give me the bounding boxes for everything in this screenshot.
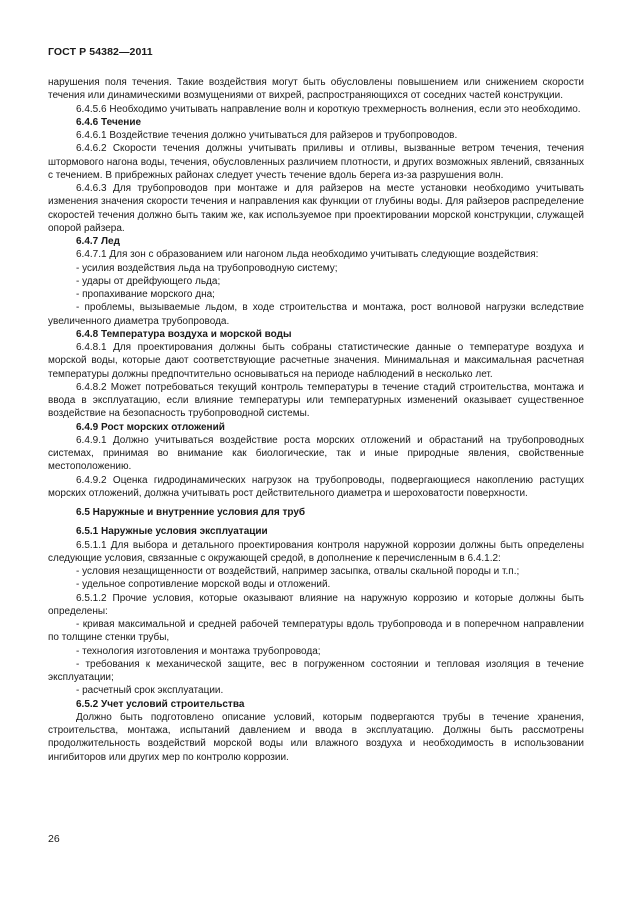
section-heading: 6.4.9 Рост морских отложений bbox=[76, 421, 225, 433]
paragraph: 6.5.1.1 Для выбора и детального проектирования контроля наружной коррозии должны быть определены следующие условия, связанные с окружающей средой, в дополнение к перечисленным в 6.4.1.2: bbox=[48, 539, 584, 564]
document-body bbox=[48, 76, 584, 764]
paragraph: 6.4.6.1 Воздействие течения должно учитываться для райзеров и трубопроводов. bbox=[76, 130, 458, 141]
page-number: 26 bbox=[48, 833, 60, 845]
paragraph: 6.4.6.3 Для трубопроводов при монтаже и для райзеров на месте установки необходимо учитывать изменения значения скорости течения и направления как функции от глубины воды. Для райзеров распределение скоростей течения должно быть таким же, как используемое при проектировании морской конструкции, служащей опорой райзера. bbox=[48, 183, 584, 234]
section-heading: 6.4.7 Лед bbox=[76, 236, 120, 247]
section-heading: 6.5.2 Учет условий строительства bbox=[76, 698, 245, 710]
list-item: - усилия воздействия льда на трубопроводную систему; bbox=[76, 262, 338, 274]
paragraph: 6.4.7.1 Для зон с образованием или нагоном льда необходимо учитывать следующие воздействия: bbox=[76, 249, 539, 261]
paragraph: Должно быть подготовлено описание условий, которым подвергаются трубы в течение хранения, строительства, монтажа, испытаний давлением и ввода в эксплуатацию. Должны быть рассмотрены продолжительность воздействий морской воды или влажного воздуха и необходимость в использовании ингибиторов или других мер по контролю коррозии. bbox=[48, 711, 584, 763]
list-item: - проблемы, вызываемые льдом, в ходе строительства и монтажа, рост волновой нагрузки вследствие увеличенного диаметра трубопровода. bbox=[48, 302, 584, 327]
paragraph: 6.4.5.6 Необходимо учитывать направление волн и короткую трехмерность волнения, если это необходимо. bbox=[76, 103, 581, 115]
section-heading: 6.4.6 Течение bbox=[76, 116, 142, 128]
paragraph: 6.5.1.2 Прочие условия, которые оказывают влияние на наружную коррозию и которые должны быть определены: bbox=[48, 592, 584, 617]
paragraph: 6.4.6.2 Скорости течения должны учитывать приливы и отливы, вызванные ветром течения, течения штормового нагона воды, течения, обусловленных различием плотности, и других возможных явлений, связанных с течением. В прибрежных районах следует учесть течение вдоль берега из-за разрушения волн. bbox=[48, 143, 584, 181]
section-heading: 6.5.1 Наружные условия эксплуатации bbox=[76, 526, 268, 538]
section-heading: 6.5 Наружные и внутренние условия для труб bbox=[76, 507, 306, 518]
list-item: - расчетный срок эксплуатации. bbox=[76, 685, 224, 697]
list-item: - условия незащищенности от воздействий, например засыпка, отвалы скальной породы и т.п.; bbox=[76, 566, 520, 577]
list-item: - удельное сопротивление морской воды и отложений. bbox=[76, 579, 331, 591]
list-item: - технология изготовления и монтажа трубопровода; bbox=[76, 645, 321, 657]
paragraph: 6.4.9.1 Должно учитываться воздействие роста морских отложений и обрастаний на трубопроводных системах, принимая во внимание как биологические, так и иные природные явления, свойственные местоположению. bbox=[48, 434, 584, 473]
paragraph: нарушения поля течения. Такие воздействия могут быть обусловлены повышением или снижением скорости течения или динамическими возмущениями от вихрей, распространяющихся от соседних частей конструкции. bbox=[48, 77, 584, 102]
list-item: - требования к механической защите, вес в погруженном состоянии и тепловая изоляция в течение эксплуатации; bbox=[48, 658, 584, 683]
list-item: - кривая максимальной и средней рабочей температуры вдоль трубопровода и в поперечном направлении по толщине стенки трубы, bbox=[48, 619, 584, 644]
paragraph: 6.4.9.2 Оценка гидродинамических нагрузок на трубопроводы, подвергающиеся накоплению растущих морских отложений, должна учитывать рост действительного диаметра и шероховатости поверхности. bbox=[48, 474, 584, 499]
list-item: - удары от дрейфующего льда; bbox=[76, 275, 221, 287]
document-header: ГОСТ Р 54382—2011 bbox=[48, 46, 153, 58]
paragraph: 6.4.8.2 Может потребоваться текущий контроль температуры в течение стадий строительства, монтажа и ввода в эксплуатацию, если влияние температуры или температурных изменений оказывает существенное воздействие на безопасность трубопроводной системы. bbox=[48, 381, 584, 420]
list-item: - пропахивание морского дна; bbox=[76, 289, 215, 300]
section-heading: 6.4.8 Температура воздуха и морской воды bbox=[76, 328, 292, 340]
paragraph: 6.4.8.1 Для проектирования должны быть собраны статистические данные о температуре воздуха и морской воды, которые дают соответствующие расчетные значения. Минимальная и максимальная расчетная температуры должны предпочтительно основываться на периоде наблюдений в несколько лет. bbox=[48, 342, 584, 380]
